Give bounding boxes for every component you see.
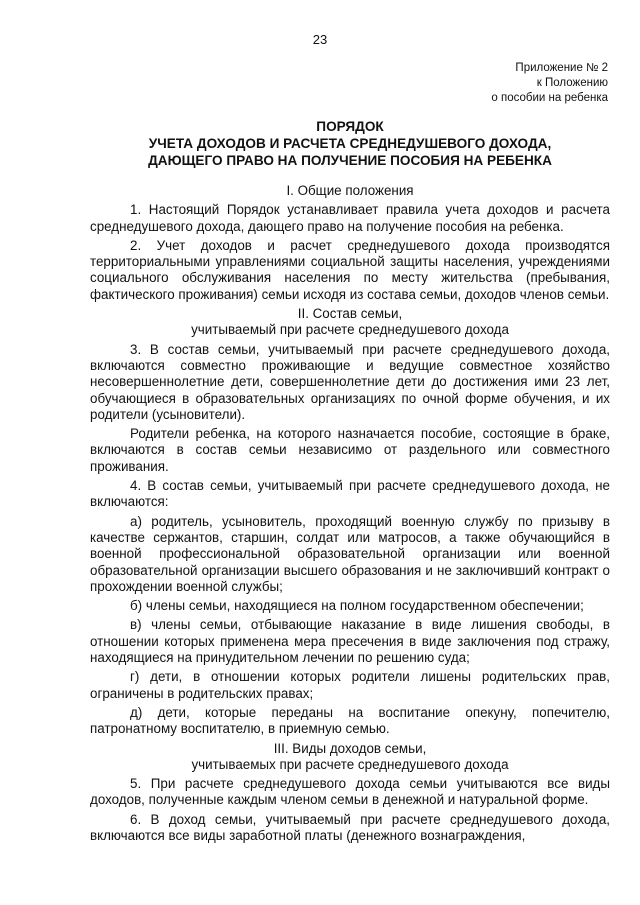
appendix-line-1: Приложение № 2 bbox=[515, 62, 608, 74]
page-number: 23 bbox=[312, 32, 328, 47]
title-line-3: ДАЮЩЕГО ПРАВО НА ПОЛУЧЕНИЕ ПОСОБИЯ НА РЕБЕНКА bbox=[148, 153, 552, 168]
paragraph-3: 3. В состав семьи, учитываемый при расчете среднедушевого дохода, включаются совместно проживающие и ведущие совместное хозяйство несовершеннолетние дети, совершеннолетние дети до достижения ими 23 лет, обучающиеся в образовательных организациях по очной форме обучения, и их родители (усыновители). bbox=[90, 341, 610, 422]
paragraph-4v: в) члены семьи, отбывающие наказание в виде лишения свободы, в отношении которых применена мера пресечения в виде заключения под стражу, находящиеся на принудительном лечении по решению суда; bbox=[90, 617, 610, 666]
paragraph-6: 6. В доход семьи, учитываемый при расчете среднедушевого дохода, включаются все виды заработной платы (денежного вознаграждения, bbox=[90, 811, 610, 843]
document-title bbox=[90, 118, 610, 169]
paragraph-4a: а) родитель, усыновитель, проходящий военную службу по призыву в качестве сержантов, старшин, солдат или матросов, а также обучающийся в военной профессиональной образовательной организации или военной образовательной организации высшего образования и не заключивший контракт о прохождении военной службы; bbox=[90, 513, 610, 594]
paragraph-1: 1. Настоящий Порядок устанавливает правила учета доходов и расчета среднедушевого дохода, дающего право на получение пособия на ребенка. bbox=[90, 202, 610, 234]
section-heading-2 bbox=[90, 306, 610, 339]
paragraph-4b: б) члены семьи, находящиеся на полном государственном обеспечении; bbox=[130, 598, 584, 614]
paragraph-4g: г) дети, в отношении которых родители лишены родительских прав, ограничены в родительских правах; bbox=[90, 669, 610, 701]
paragraph-4: 4. В состав семьи, учитываемый при расчете среднедушевого дохода, не включаются: bbox=[90, 478, 610, 510]
title-line-1: ПОРЯДОК bbox=[316, 119, 384, 134]
paragraph-5: 5. При расчете среднедушевого дохода семьи учитываются все виды доходов, полученные каждым членом семьи в денежной и натуральной форме. bbox=[90, 776, 610, 808]
section-1-heading: I. Общие положения bbox=[286, 183, 414, 198]
appendix-note bbox=[491, 61, 608, 106]
paragraph-parents: Родители ребенка, на которого назначается пособие, состоящие в браке, включаются в состав семьи независимо от раздельного или совместного проживания. bbox=[90, 426, 610, 474]
appendix-line-2: к Положению bbox=[536, 77, 608, 89]
section-heading-1 bbox=[90, 183, 610, 199]
paragraph-2: 2. Учет доходов и расчет среднедушевого дохода производятся территориальными управлениями социальной защиты населения, учреждениями социального обслуживания населения по месту жительства (пребывания, фактического проживания) семьи исходя из состава семьи, доходов членов семьи. bbox=[90, 237, 610, 302]
section-2-heading-line-1: II. Состав семьи, bbox=[297, 306, 403, 322]
section-heading-3 bbox=[90, 741, 610, 774]
document-body bbox=[90, 183, 610, 847]
title-line-2: УЧЕТА ДОХОДОВ И РАСЧЕТА СРЕДНЕДУШЕВОГО ДОХОДА, bbox=[148, 136, 552, 151]
paragraph-4d: д) дети, которые переданы на воспитание опекуну, попечителю, патронатному воспитателю, в приемную семью. bbox=[90, 704, 610, 737]
section-3-heading-line-1: III. Виды доходов семьи, bbox=[273, 740, 427, 756]
section-3-heading-line-2: учитываемых при расчете среднедушевого дохода bbox=[191, 756, 509, 772]
section-2-heading-line-2: учитываемый при расчете среднедушевого дохода bbox=[191, 322, 509, 338]
appendix-line-3: о пособии на ребенка bbox=[491, 92, 608, 104]
